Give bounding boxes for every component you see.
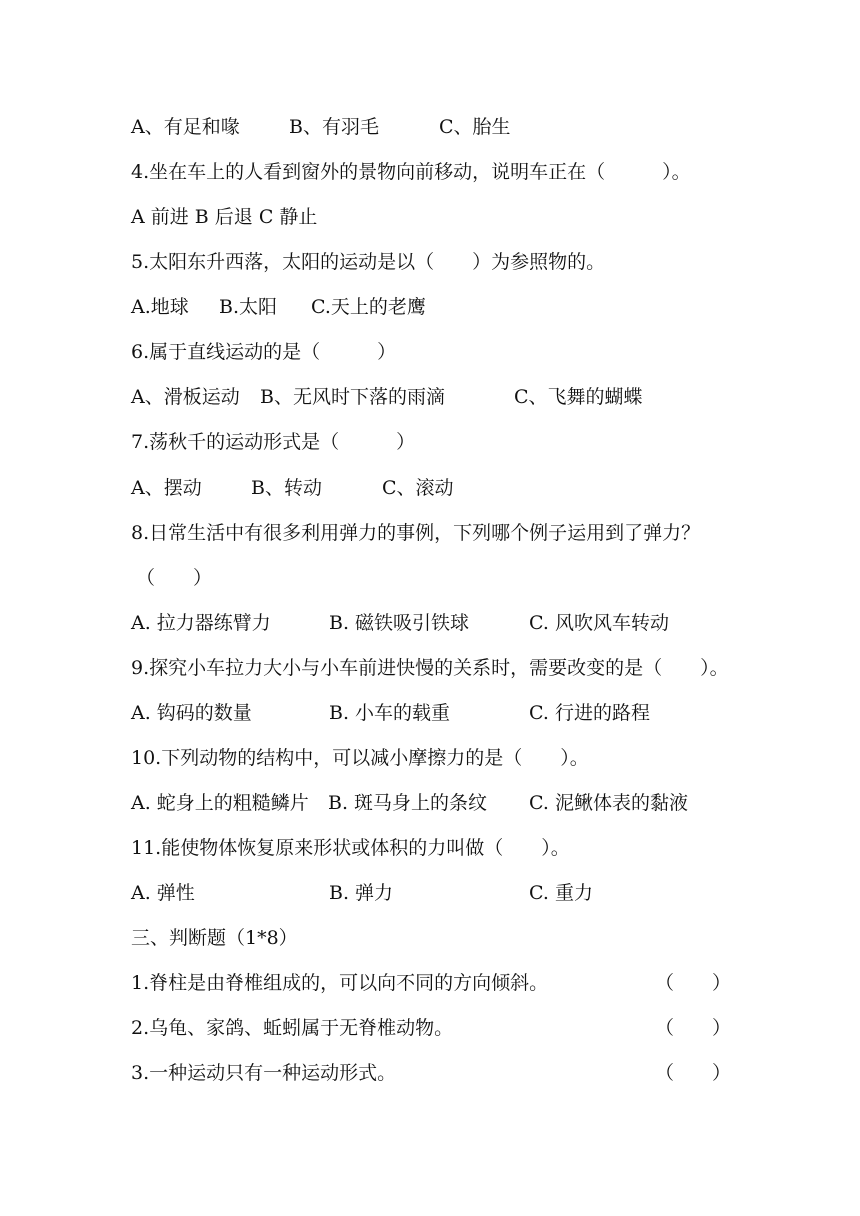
q11-option-c: C. 重力: [529, 882, 593, 904]
q7-options: [131, 476, 731, 500]
q11-option-a: A. 弹性: [131, 882, 195, 904]
q6-option-b: B、无风时下落的雨滴: [260, 386, 445, 408]
judge-item-3: 3.一种运动只有一种运动形式。: [131, 1062, 397, 1084]
q6-option-c: C、飞舞的蝴蝶: [514, 386, 643, 408]
judge-item-3-paren: （ ）: [655, 1062, 732, 1084]
q7-option-a: A、摆动: [131, 477, 202, 499]
q5-option-c: C.天上的老鹰: [311, 296, 426, 318]
q9-stem: 9.探究小车拉力大小与小车前进快慢的关系时，需要改变的是（ ）。: [131, 657, 729, 679]
q3-option-c: C、胎生: [439, 116, 511, 138]
q9-option-a: A. 钩码的数量: [131, 702, 252, 724]
q11-option-b: B. 弹力: [329, 882, 394, 904]
q8-option-c: C. 风吹风车转动: [529, 612, 669, 634]
q3-option-b: B、有羽毛: [289, 116, 379, 138]
judge-item-2-paren: （ ）: [655, 1017, 732, 1039]
q10-stem: 10.下列动物的结构中，可以减小摩擦力的是（ ）。: [131, 747, 589, 769]
q4-stem: 4.坐在车上的人看到窗外的景物向前移动，说明车正在（ ）。: [131, 161, 691, 183]
q9-options: [131, 701, 731, 725]
judge-item-2: 2.乌龟、家鸽、蚯蚓属于无脊椎动物。: [131, 1017, 454, 1039]
q6-option-a: A、滑板运动: [131, 386, 240, 408]
q11-stem: 11.能使物体恢复原来形状或体积的力叫做（ ）。: [131, 837, 570, 859]
q7-option-b: B、转动: [251, 477, 322, 499]
q10-option-a: A. 蛇身上的粗糙鳞片: [131, 792, 309, 814]
q8-answer-paren: （ ）: [136, 567, 213, 589]
q3-option-a: A、有足和喙: [131, 116, 240, 138]
q4-options: A 前进 B 后退 C 静止: [131, 206, 318, 228]
judge-item-1-paren: （ ）: [655, 972, 732, 994]
q5-stem: 5.太阳东升西落，太阳的运动是以（ ）为参照物的。: [131, 251, 606, 273]
q8-option-b: B. 磁铁吸引铁球: [329, 612, 470, 634]
q10-option-b: B. 斑马身上的条纹: [328, 792, 488, 814]
q7-option-c: C、滚动: [382, 477, 454, 499]
q6-stem: 6.属于直线运动的是（ ）: [131, 341, 397, 363]
q8-options: [131, 611, 731, 635]
q5-options: [131, 295, 731, 319]
q9-option-b: B. 小车的载重: [329, 702, 451, 724]
q10-options: [131, 791, 751, 815]
q5-option-a: A.地球: [131, 296, 189, 318]
q11-options: [131, 881, 731, 905]
section-title-judgement: 三、判断题（1*8）: [131, 927, 298, 949]
q8-option-a: A. 拉力器练臂力: [131, 612, 271, 634]
q5-option-b: B.太阳: [219, 296, 278, 318]
q9-option-c: C. 行进的路程: [529, 702, 650, 724]
q7-stem: 7.荡秋千的运动形式是（ ）: [131, 431, 416, 453]
q3-options: [131, 115, 731, 139]
q10-option-c: C. 泥鳅体表的黏液: [529, 792, 688, 814]
q6-options: [131, 385, 731, 409]
q8-stem: 8.日常生活中有很多利用弹力的事例，下列哪个例子运用到了弹力？: [131, 522, 701, 544]
judge-item-1: 1.脊柱是由脊椎组成的，可以向不同的方向倾斜。: [131, 972, 549, 994]
